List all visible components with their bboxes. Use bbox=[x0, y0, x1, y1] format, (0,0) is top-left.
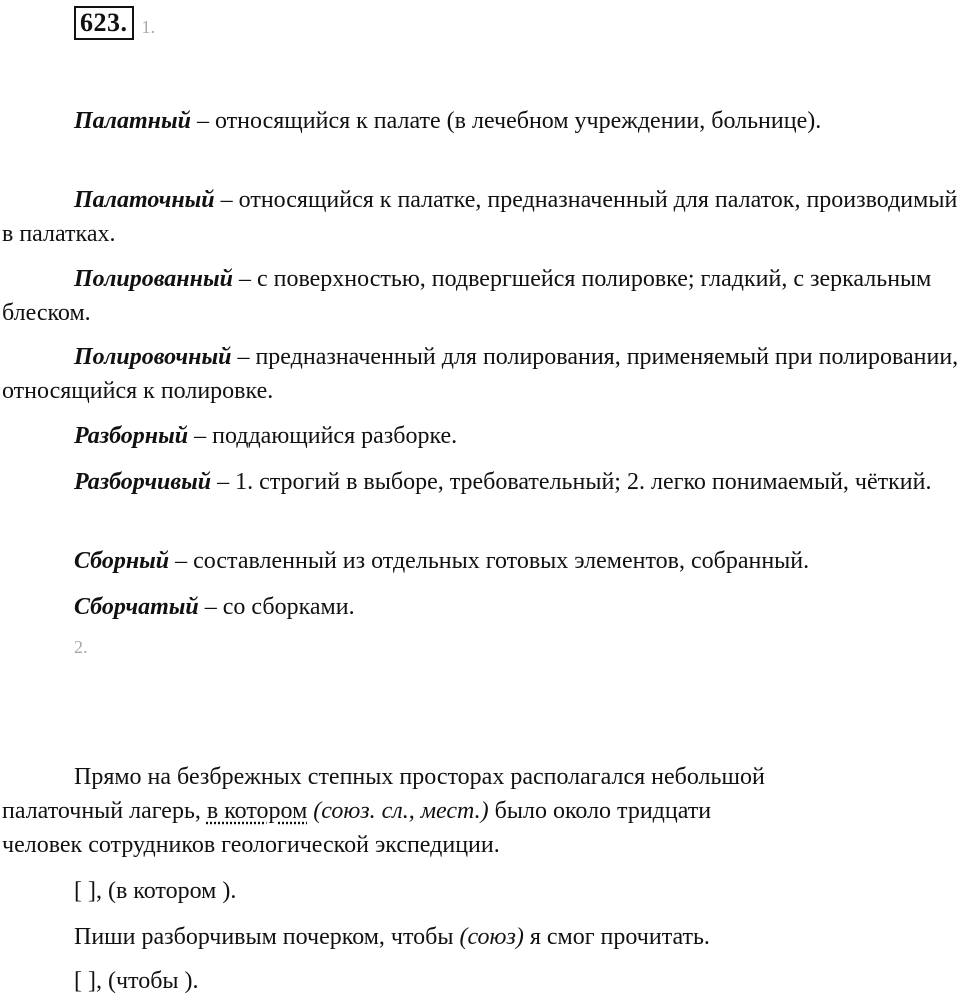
definition-item bbox=[2, 262, 960, 330]
sentence-text: Пиши разборчивым почерком, чтобы bbox=[74, 924, 460, 950]
definition-item bbox=[2, 590, 960, 624]
sentence-text: я смог прочитать. bbox=[523, 924, 710, 950]
scheme-text: [ ], (чтобы ). bbox=[74, 968, 199, 994]
definition-term: Сборчатый bbox=[74, 594, 199, 620]
scheme-text: [ ], (в котором ). bbox=[74, 878, 237, 904]
definition-item bbox=[2, 183, 960, 251]
definition-item bbox=[2, 340, 960, 408]
definition-term: Сборный bbox=[74, 548, 170, 574]
definition-item bbox=[2, 544, 960, 578]
example-sentence-2 bbox=[2, 920, 960, 954]
definition-term: Полированный bbox=[74, 266, 233, 292]
sentence-scheme-2 bbox=[2, 964, 960, 998]
definition-text: – относящийся к палате (в лечебном учреждении, больнице). bbox=[190, 108, 822, 134]
definition-term: Палатный bbox=[74, 108, 191, 134]
grammar-note: (союз) bbox=[459, 924, 524, 950]
definition-term: Полировочный bbox=[74, 344, 232, 370]
definition-text: – поддающийся разборке. bbox=[188, 423, 458, 449]
part-2-label: 2. bbox=[74, 637, 88, 657]
sentence-line: было около тридцати bbox=[488, 798, 712, 824]
exercise-header bbox=[74, 4, 155, 40]
definition-text: – со сборками. bbox=[198, 594, 355, 620]
definition-item bbox=[2, 104, 960, 138]
exercise-number-box: 623. bbox=[74, 6, 134, 40]
sentence-line: Прямо на безбрежных степных просторах располагался небольшой bbox=[74, 764, 765, 790]
sentence-scheme-1 bbox=[2, 874, 960, 908]
definition-text: – 1. строгий в выборе, требовательный; 2. легко понимаемый, чёткий. bbox=[211, 469, 932, 495]
sentence-line: человек сотрудников геологической экспедиции. bbox=[2, 832, 500, 858]
definition-term: Палаточный bbox=[74, 187, 215, 213]
definition-text: – составленный из отдельных готовых элементов, собранный. bbox=[169, 548, 810, 574]
definition-text: – предназначенный для полирования, применяемый при полировании, относящийся к полировке. bbox=[2, 344, 959, 404]
definition-text: – с поверхностью, подвергшейся полировке; гладкий, с зеркальным блеском. bbox=[2, 266, 932, 326]
example-sentence-1 bbox=[2, 760, 960, 862]
sentence-line: палаточный лагерь, bbox=[2, 798, 207, 824]
grammar-note: (союз. сл., мест.) bbox=[313, 798, 489, 824]
definition-item bbox=[2, 419, 960, 453]
connective-word: в котором bbox=[206, 798, 308, 824]
definition-term: Разборчивый bbox=[74, 469, 212, 495]
definition-item bbox=[2, 465, 960, 499]
definition-term: Разборный bbox=[74, 423, 189, 449]
part-1-label: 1. bbox=[141, 17, 155, 37]
definition-text: – относящийся к палатке, предназначенный для палаток, производимый в палатках. bbox=[2, 187, 958, 247]
